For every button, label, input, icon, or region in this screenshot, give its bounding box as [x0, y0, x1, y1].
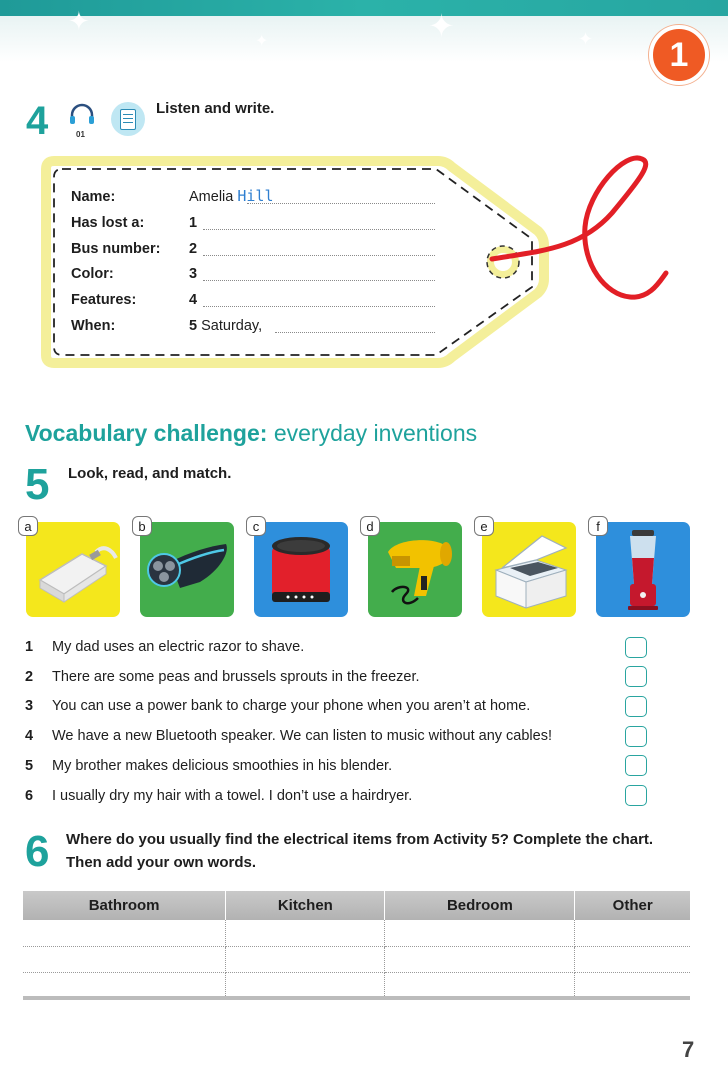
tag-label: Name: [71, 189, 116, 205]
picture-letter: d [360, 516, 380, 536]
tag-label: Features: [71, 292, 137, 308]
handwritten-answer: Hill [237, 187, 274, 205]
page-number: 7 [682, 1037, 695, 1062]
answer-line[interactable] [203, 255, 435, 256]
chart-row [23, 920, 690, 946]
chart-cell[interactable] [575, 946, 690, 972]
hairdryer-icon [368, 522, 462, 617]
chart-header: Kitchen [226, 891, 385, 920]
sentence-6: 6 I usually dry my hair with a towel. I don’t use a hairdryer. [25, 788, 413, 804]
picture-letter: b [132, 516, 152, 536]
chart-header-row [23, 891, 690, 920]
sentence-1: 1 My dad uses an electric razor to shave. [25, 639, 305, 655]
answer-box[interactable] [625, 755, 647, 776]
activity-5-instruction: Look, read, and match. [68, 465, 232, 482]
activity-6-number: 6 [25, 827, 50, 876]
tag-label: Has lost a: [71, 215, 145, 231]
picture-letter: f [588, 516, 608, 536]
chart-cell[interactable] [385, 946, 575, 972]
answer-box[interactable] [625, 696, 647, 717]
sparkle-icon: ✦ [578, 29, 594, 49]
speaker-icon [254, 522, 348, 617]
blender-icon [596, 522, 690, 617]
chart-cell[interactable] [226, 972, 385, 998]
chart-cell[interactable] [23, 946, 226, 972]
chart-cell[interactable] [385, 920, 575, 946]
chart-cell[interactable] [385, 972, 575, 998]
picture-letter: a [18, 516, 38, 536]
picture-hairdryer[interactable] [368, 522, 462, 617]
answer-box[interactable] [625, 785, 647, 806]
track-number: 01 [76, 130, 85, 139]
tag-value: Amelia Hill [189, 187, 274, 205]
activity-4-number: 4 [26, 99, 49, 143]
power-bank-icon [26, 522, 120, 617]
chart-cell[interactable] [23, 920, 226, 946]
sentence-2: 2 There are some peas and brussels sprouts in the freezer. [25, 669, 420, 685]
chart-cell[interactable] [226, 946, 385, 972]
razor-icon [140, 522, 234, 617]
chart-header: Bedroom [385, 891, 575, 920]
picture-bluetooth-speaker[interactable] [254, 522, 348, 617]
chart-row [23, 946, 690, 972]
unit-badge: 1 [649, 25, 709, 85]
chart-cell[interactable] [226, 920, 385, 946]
answer-box[interactable] [625, 666, 647, 687]
tag-number: 2 [189, 241, 198, 257]
chart-row [23, 972, 690, 998]
notebook-icon [111, 102, 145, 136]
chart-cell[interactable] [575, 920, 690, 946]
picture-freezer[interactable] [482, 522, 576, 617]
answer-box[interactable] [625, 726, 647, 747]
answer-line[interactable] [203, 306, 435, 307]
answer-line[interactable] [203, 229, 435, 230]
picture-letter: c [246, 516, 266, 536]
top-banner [0, 0, 728, 16]
tag-label: When: [71, 318, 116, 334]
tag-value: 5 Saturday, [189, 318, 263, 334]
sparkle-icon: ✦ [255, 33, 269, 50]
top-banner-fade [0, 16, 728, 62]
answer-box[interactable] [625, 637, 647, 658]
chart-header: Bathroom [23, 891, 226, 920]
luggage-tag [40, 155, 680, 370]
activity-5-number: 5 [25, 460, 50, 509]
picture-blender[interactable] [596, 522, 690, 617]
chart-header: Other [575, 891, 690, 920]
picture-power-bank[interactable] [26, 522, 120, 617]
sentence-4: 4 We have a new Bluetooth speaker. We can listen to music without any cables! [25, 728, 552, 744]
tag-number: 1 [189, 215, 198, 231]
activity-6-instruction: Where do you usually find the electrical items from Activity 5? Complete the chart. Then add your own words. [66, 831, 654, 871]
tag-number: 4 [189, 292, 198, 308]
answer-line[interactable] [247, 203, 435, 204]
picture-electric-razor[interactable] [140, 522, 234, 617]
answer-line[interactable] [203, 280, 435, 281]
tag-number: 3 [189, 266, 198, 282]
sparkle-icon: ✦ [428, 8, 455, 44]
tag-label: Bus number: [71, 241, 161, 257]
answer-line[interactable] [275, 332, 435, 333]
freezer-icon [482, 522, 576, 617]
activity-4-instruction: Listen and write. [156, 100, 275, 117]
sentence-5: 5 My brother makes delicious smoothies in his blender. [25, 758, 393, 774]
section-heading: Vocabulary challenge: everyday inventions [25, 420, 478, 446]
chart-cell[interactable] [575, 972, 690, 998]
headphones-icon[interactable] [68, 103, 96, 127]
sentence-3: 3 You can use a power bank to charge your phone when you aren’t at home. [25, 698, 531, 714]
chart-cell[interactable] [23, 972, 226, 998]
sparkle-icon: ✦ [68, 6, 90, 36]
picture-letter: e [474, 516, 494, 536]
sorting-chart [23, 891, 690, 1000]
tag-label: Color: [71, 266, 114, 282]
